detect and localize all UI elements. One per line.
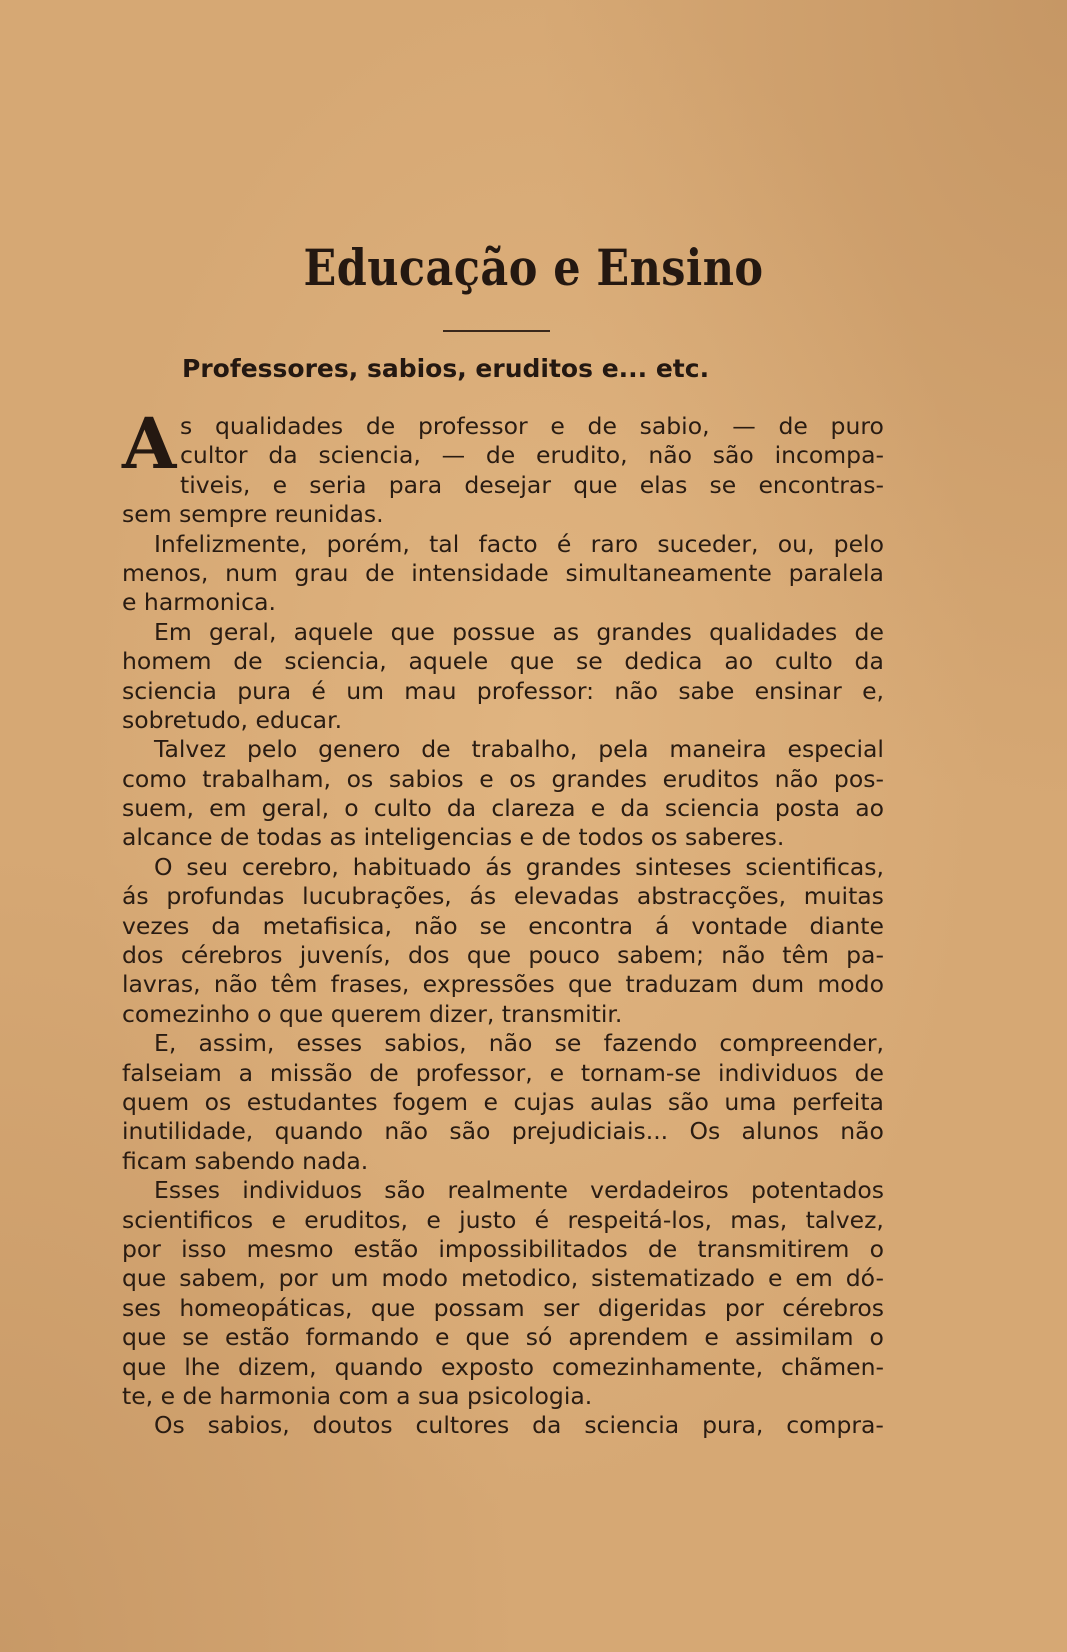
text-line: Em geral, aquele que possue as grandes qualidades de	[154, 617, 884, 646]
text-line: te, e de harmonia com a sua psicologia.	[122, 1381, 593, 1410]
text-line: quem os estudantes fogem e cujas aulas são uma perfeita	[122, 1087, 884, 1116]
text-line: O seu cerebro, habituado ás grandes sinteses scientificas,	[154, 852, 884, 881]
text-line: menos, num grau de intensidade simultaneamente paralela	[122, 558, 884, 587]
text-line: ses homeopáticas, que possam ser digeridas por cérebros	[122, 1293, 884, 1322]
text-line: lavras, não têm frases, expressões que traduzam dum modo	[122, 970, 884, 999]
text-line: alcance de todas as inteligencias e de todos os saberes.	[122, 823, 785, 852]
text-line: falseiam a missão de professor, e tornam-se individuos de	[122, 1058, 884, 1087]
text-line: tiveis, e seria para desejar que elas se encontras-	[180, 470, 884, 499]
text-line: que sabem, por um modo metodico, sistematizado e em dó-	[122, 1264, 884, 1293]
title-rule	[443, 330, 550, 332]
text-line: cultor da sciencia, — de erudito, não são incompa-	[180, 441, 884, 470]
text-line: s qualidades de professor e de sabio, — de puro	[180, 412, 884, 440]
text-line: comezinho o que querem dizer, transmitir.	[122, 999, 623, 1028]
text-line: Infelizmente, porém, tal facto é raro suceder, ou, pelo	[154, 529, 884, 558]
text-line: vezes da metafisica, não se encontra á vontade diante	[122, 911, 884, 940]
section-subtitle: Professores, sabios, eruditos e... etc.	[182, 354, 710, 383]
text-line: como trabalham, os sabios e os grandes eruditos não pos-	[122, 764, 884, 793]
text-line: que lhe dizem, quando exposto comezinhamente, chãmen-	[122, 1352, 884, 1381]
text-line: suem, em geral, o culto da clareza e da sciencia posta ao	[122, 794, 884, 823]
text-line: inutilidade, quando não são prejudiciais... Os alunos não	[122, 1117, 884, 1146]
text-line: e harmonica.	[122, 588, 276, 617]
drop-cap: A	[122, 402, 177, 485]
text-line: ás profundas lucubrações, ás elevadas abstracções, muitas	[122, 882, 884, 911]
text-line: que se estão formando e que só aprendem e assimilam o	[122, 1323, 884, 1352]
text-line: E, assim, esses sabios, não se fazendo compreender,	[154, 1029, 884, 1058]
text-line: Talvez pelo genero de trabalho, pela maneira especial	[154, 735, 884, 764]
text-line: Os sabios, doutos cultores da sciencia pura, compra-	[154, 1411, 884, 1440]
text-line: ficam sabendo nada.	[122, 1146, 369, 1175]
text-line: homem de sciencia, aquele que se dedica ao culto da	[122, 647, 884, 676]
page-title: Educação e Ensino	[303, 238, 764, 297]
text-line: sciencia pura é um mau professor: não sabe ensinar e,	[122, 676, 884, 705]
text-line: scientificos e eruditos, e justo é respeitá-los, mas, talvez,	[122, 1205, 884, 1234]
text-line: dos cérebros juvenís, dos que pouco sabem; não têm pa-	[122, 941, 884, 970]
body-text	[122, 402, 884, 1441]
text-line: Esses individuos são realmente verdadeiros potentados	[154, 1176, 884, 1205]
text-line: sobretudo, educar.	[122, 705, 343, 734]
text-line: sem sempre reunidas.	[122, 500, 384, 529]
text-line: por isso mesmo estão impossibilitados de transmitirem o	[122, 1234, 884, 1263]
